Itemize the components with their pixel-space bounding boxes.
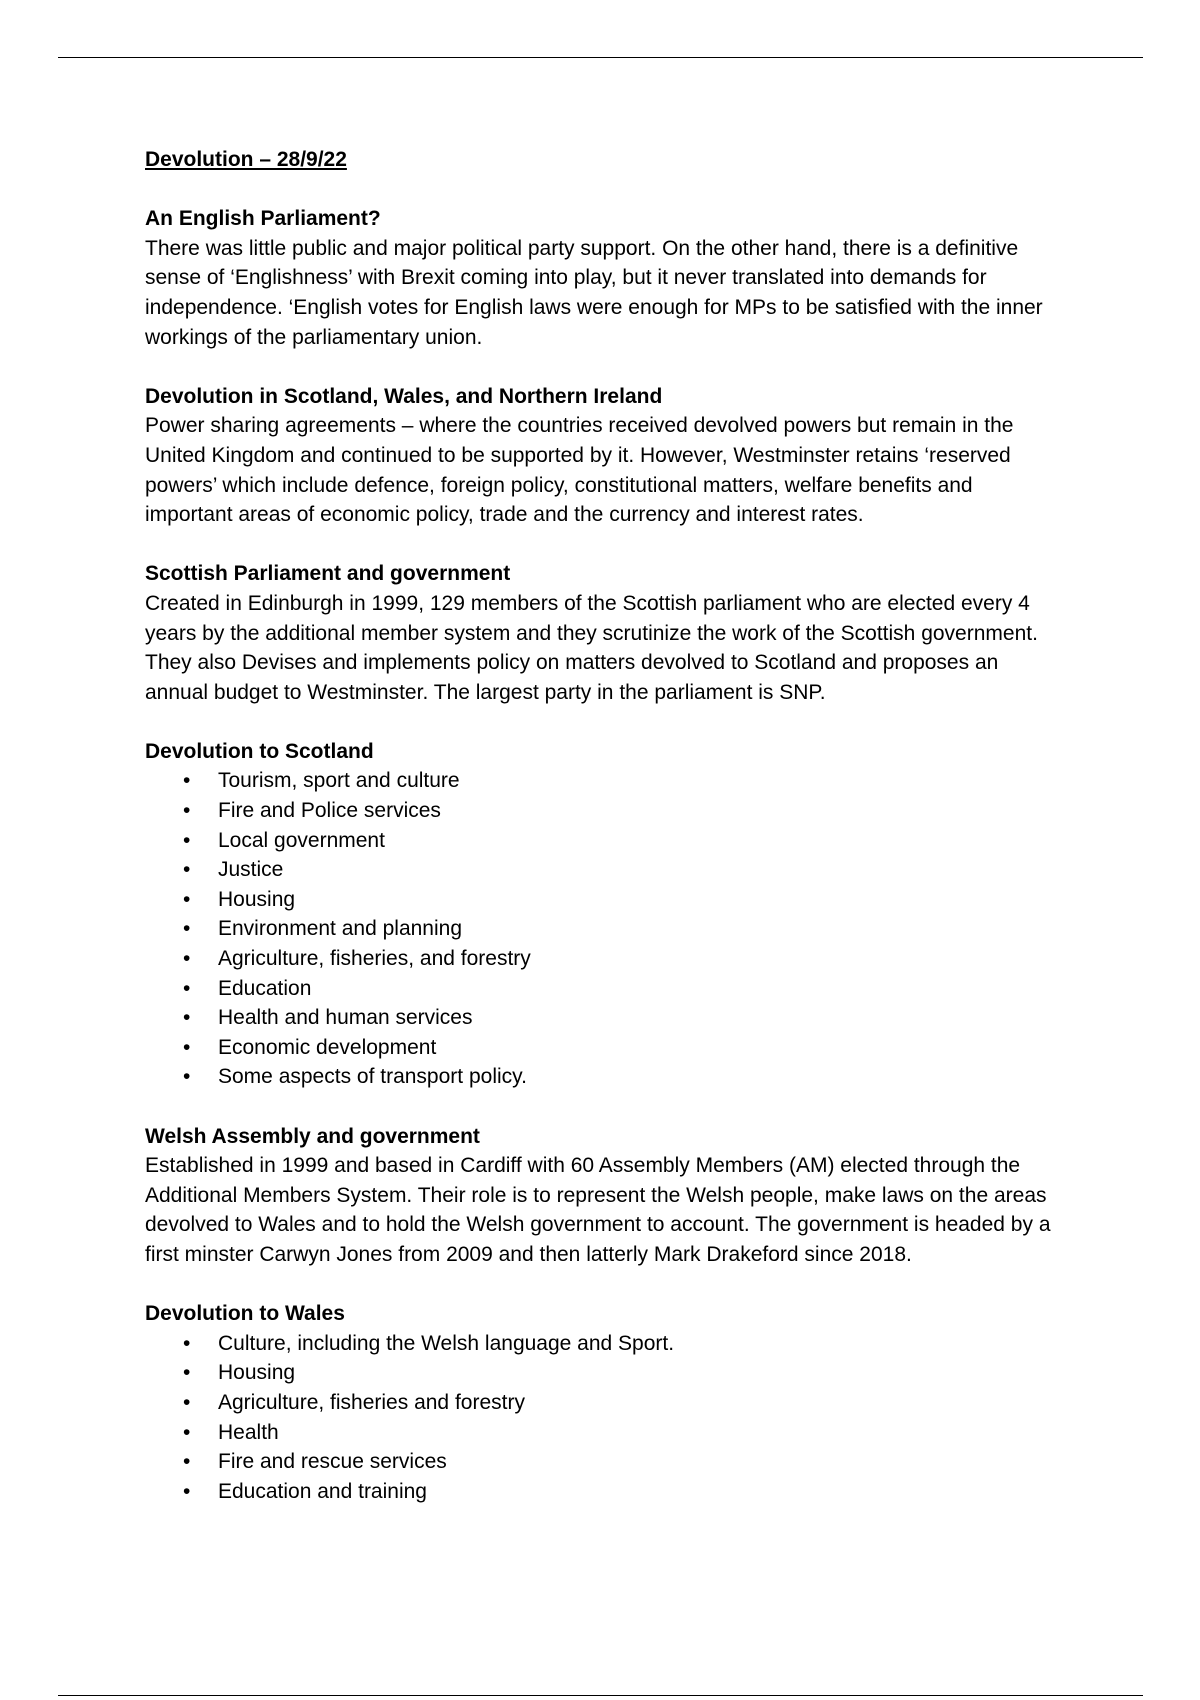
section-devolution-uk — [145, 382, 1065, 530]
section-paragraph: Established in 1999 and based in Cardiff with 60 Assembly Members (AM) elected through the Additional Members System. Their role is to represent the Welsh people, make laws on the areas devolved to Wales and to hold the Welsh government to account. The government is headed by a first minster Carwyn Jones from 2009 and then latterly Mark Drakeford since 2018. — [145, 1154, 1051, 1266]
bullet-icon: • — [183, 1390, 191, 1414]
bullet-icon: • — [183, 976, 191, 1000]
list-item — [145, 1033, 1065, 1063]
list-item — [145, 1477, 1065, 1507]
bullet-icon: • — [183, 769, 191, 793]
list-item-text: Tourism, sport and culture — [218, 769, 460, 793]
bullet-icon: • — [183, 947, 191, 971]
bullet-icon: • — [183, 858, 191, 882]
list-item-text: Culture, including the Welsh language and Sport. — [218, 1331, 675, 1355]
section-heading: Devolution to Scotland — [145, 739, 374, 763]
bullet-icon: • — [183, 828, 191, 852]
section-heading: An English Parliament? — [145, 207, 381, 231]
bullet-icon: • — [183, 1479, 191, 1503]
section-heading: Scottish Parliament and government — [145, 562, 511, 586]
list-item — [145, 885, 1065, 915]
section-heading: Welsh Assembly and government — [145, 1124, 480, 1148]
bullet-icon: • — [183, 1331, 191, 1355]
list-item-text: Health and human services — [218, 1006, 473, 1030]
bullet-icon: • — [183, 887, 191, 911]
list-item-text: Agriculture, fisheries and forestry — [218, 1390, 525, 1414]
footer-rule — [58, 1695, 1143, 1696]
list-item — [145, 944, 1065, 974]
section-heading: Devolution in Scotland, Wales, and Northern Ireland — [145, 384, 663, 408]
list-item-text: Health — [218, 1420, 279, 1444]
list-item — [145, 1062, 1065, 1092]
bullet-icon: • — [183, 917, 191, 941]
bullet-list — [145, 766, 1065, 1092]
list-item-text: Education — [218, 976, 312, 1000]
list-item-text: Economic development — [218, 1035, 437, 1059]
list-item-text: Fire and rescue services — [218, 1450, 447, 1474]
section-devolution-wales — [145, 1299, 1065, 1506]
bullet-list — [145, 1329, 1065, 1507]
list-item — [145, 914, 1065, 944]
section-english-parliament — [145, 204, 1065, 352]
document-title: Devolution – 28/9/22 — [145, 148, 347, 171]
list-item — [145, 1447, 1065, 1477]
list-item — [145, 1358, 1065, 1388]
list-item-text: Environment and planning — [218, 917, 463, 941]
section-devolution-scotland — [145, 737, 1065, 1092]
list-item — [145, 1388, 1065, 1418]
list-item — [145, 974, 1065, 1004]
list-item — [145, 855, 1065, 885]
bullet-icon: • — [183, 1450, 191, 1474]
section-heading: Devolution to Wales — [145, 1302, 345, 1326]
list-item — [145, 1418, 1065, 1448]
bullet-icon: • — [183, 1035, 191, 1059]
list-item-text: Local government — [218, 828, 385, 852]
bullet-icon: • — [183, 1065, 191, 1089]
list-item — [145, 1003, 1065, 1033]
section-paragraph: Power sharing agreements – where the countries received devolved powers but remain in the United Kingdom and continued to be supported by it. However, Westminster retains ‘reserved powers’ which include defence, foreign policy, constitutional matters, welfare benefits and important areas of economic policy, trade and the currency and interest rates. — [145, 414, 1014, 527]
bullet-icon: • — [183, 1361, 191, 1385]
list-item-text: Housing — [218, 887, 296, 911]
list-item-text: Fire and Police services — [218, 799, 441, 823]
section-paragraph: There was little public and major political party support. On the other hand, there is a definitive sense of ‘Englishness’ with Brexit coming into play, but it never translated into demands for independence. ‘English votes for English laws were enough for MPs to be satisfied with the inner workings of the parliamentary union. — [145, 236, 1043, 349]
list-item-text: Agriculture, fisheries, and forestry — [218, 947, 531, 971]
list-item — [145, 826, 1065, 856]
section-welsh-assembly — [145, 1122, 1065, 1270]
list-item — [145, 796, 1065, 826]
bullet-icon: • — [183, 1420, 191, 1444]
list-item-text: Education and training — [218, 1479, 427, 1503]
list-item — [145, 766, 1065, 796]
section-paragraph: Created in Edinburgh in 1999, 129 members of the Scottish parliament who are elected every 4 years by the additional member system and they scrutinize the work of the Scottish government. They also Devises and implements policy on matters devolved to Scotland and proposes an annual budget to Westminster. The largest party in the parliament is SNP. — [145, 591, 1038, 704]
list-item-text: Justice — [218, 858, 284, 882]
list-item-text: Housing — [218, 1361, 296, 1385]
bullet-icon: • — [183, 799, 191, 823]
bullet-icon: • — [183, 1006, 191, 1030]
list-item-text: Some aspects of transport policy. — [218, 1065, 527, 1089]
list-item — [145, 1329, 1065, 1359]
document-body — [145, 145, 1065, 1506]
header-rule — [58, 57, 1143, 58]
section-scottish-parliament — [145, 559, 1065, 707]
